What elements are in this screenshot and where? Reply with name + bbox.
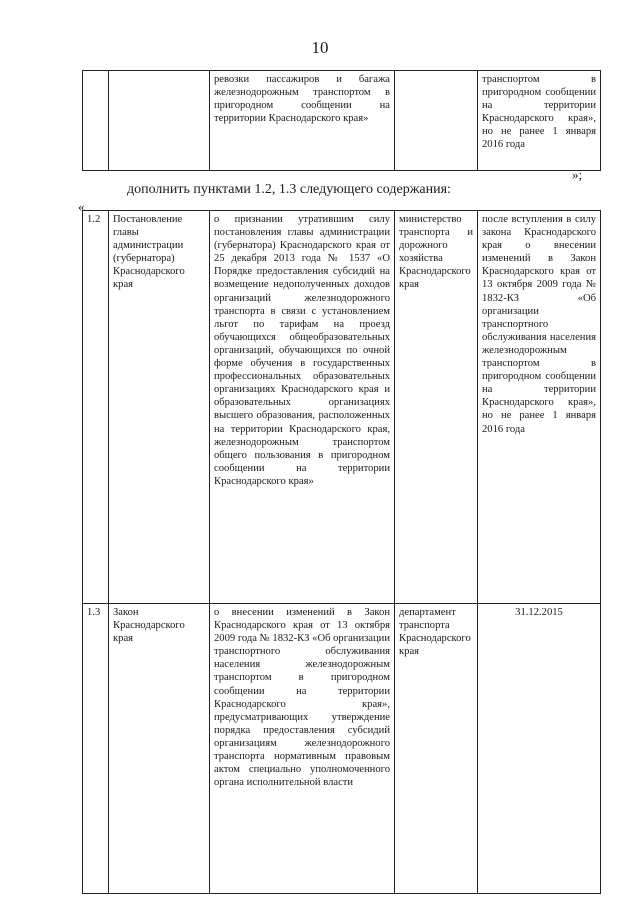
table-cell bbox=[109, 71, 210, 171]
responsible-body: департамент транспорта Краснодарского края bbox=[395, 604, 478, 894]
table-row bbox=[83, 71, 601, 171]
opening-quote: « bbox=[78, 199, 85, 214]
closing-quote: »; bbox=[572, 167, 583, 182]
document-type: Постановление главы администрации (губернатора) Краснодарского края bbox=[109, 211, 210, 604]
table-cell: транспортом в пригородном сообщении на территории Краснодарского края», но не ранее 1 января 2016 года bbox=[478, 71, 601, 171]
document-content: о признании утратившим силу постановления главы администрации (губернатора) Краснодарского края от 25 декабря 2013 года № 1537 «О Порядке предоставления субсидий на возмещение недополученных доходов организаций железнодорожного транспорта в связи с установлением льгот по тарифам на проезд обучающихся общеобразовательных организаций, обучающихся по очной форме обучения в государственных профессиональных образовательных организациях Краснодарского края и образовательных организациях высшего образования, расположенных на территории Краснодарского края, железнодорожным транспортом общего пользования в пригородном сообщении на территории Краснодарского края» bbox=[210, 211, 395, 604]
table-cell bbox=[83, 71, 109, 171]
row-number: 1.2 bbox=[83, 211, 109, 604]
document-content: о внесении изменений в Закон Краснодарского края от 13 октября 2009 года № 1832-КЗ «Об организации транспортного обслуживания населения железнодорожным транспортом в пригородном сообщении на территории Краснодарского края», предусматривающих утверждение порядка предоставления субсидий организациям железнодорожного транспорта нормативным правовым актом специально уполномоченного органа исполнительной власти bbox=[210, 604, 395, 894]
responsible-body: министерство транспорта и дорожного хозяйства Краснодарского края bbox=[395, 211, 478, 604]
row-number: 1.3 bbox=[83, 604, 109, 894]
deadline: 31.12.2015 bbox=[478, 604, 601, 894]
table-cell bbox=[395, 71, 478, 171]
table-row bbox=[83, 211, 601, 604]
continued-table bbox=[82, 70, 601, 171]
items-table bbox=[82, 210, 601, 894]
document-type: Закон Краснодарского края bbox=[109, 604, 210, 894]
page-number: 10 bbox=[311, 38, 329, 57]
table-row bbox=[83, 604, 601, 894]
deadline: после вступления в силу закона Краснодарского края о внесении изменений в Закон Краснодарского края от 13 октября 2009 года № 1832-КЗ «Об организации транспортного обслуживания населения железнодорожным транспортом в пригородном сообщении на территории Краснодарского края», но не ранее 1 января 2016 года bbox=[478, 211, 601, 604]
intro-text: дополнить пунктами 1.2, 1.3 следующего содержания: bbox=[127, 182, 451, 197]
table-cell: ревозки пассажиров и багажа железнодорожным транспортом в пригородном сообщении на территории Краснодарского края» bbox=[210, 71, 395, 171]
